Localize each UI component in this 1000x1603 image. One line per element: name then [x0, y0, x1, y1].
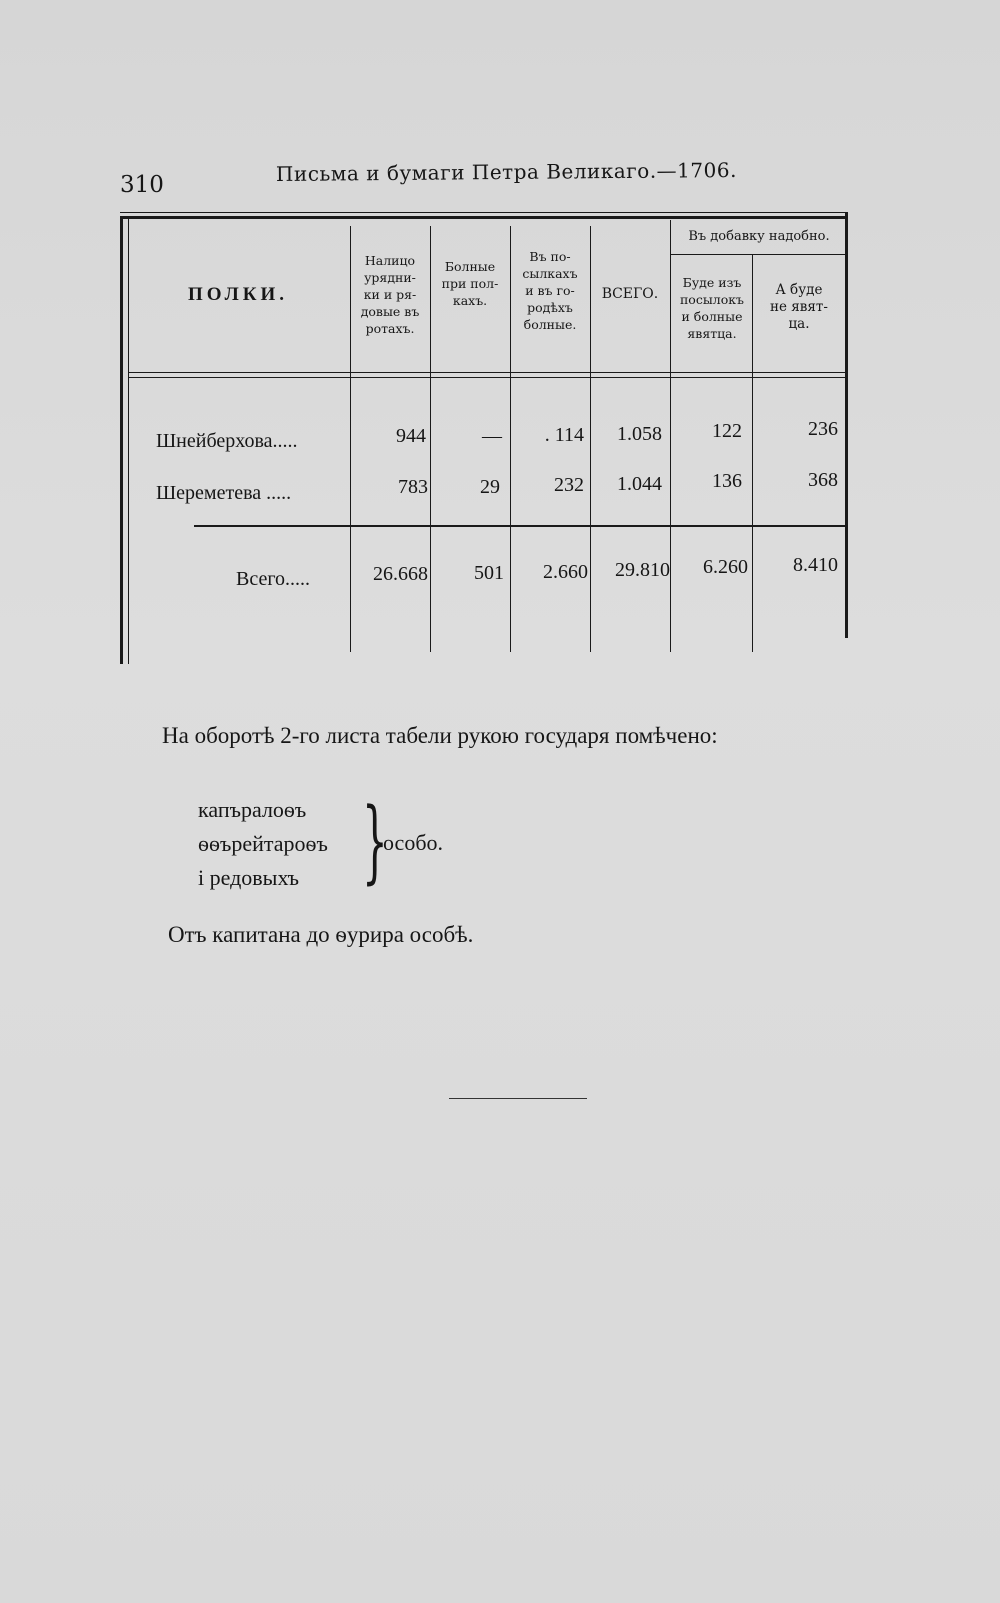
header-bolnye: Болные при пол- кахъ. — [441, 259, 499, 308]
margin-note-intro: На оборотѣ 2-го листа табели рукою государя помѣчено: — [162, 723, 718, 748]
cell-a-bude: 368 — [808, 469, 838, 491]
header-bude-iz: Буде изъ посылокъ и болные явятца. — [679, 275, 745, 341]
header-nalico: Налицо урядни- ки и ря- довые въ ротахъ. — [360, 253, 420, 336]
cell-vsego: 1.044 — [617, 473, 662, 495]
running-head — [120, 157, 737, 198]
table-right-border — [845, 212, 848, 638]
cell-nalico: 783 — [398, 476, 428, 498]
header-vsego: ВСЕГО. — [601, 286, 659, 302]
header-group-dobavku: Въ добавку надобно. — [688, 229, 830, 244]
header-bottom-rule-2 — [128, 377, 845, 378]
cell-posylkah: . 114 — [544, 424, 584, 446]
total-label: Всего..... — [236, 568, 311, 590]
table-top-border — [120, 216, 848, 219]
cell-vsego: 1.058 — [617, 423, 662, 445]
header-polki: ПОЛКИ. — [187, 284, 289, 305]
list-suffix: особо. — [383, 830, 444, 855]
col-separator — [590, 226, 591, 652]
curly-brace: } — [362, 789, 388, 894]
col-separator — [430, 226, 431, 652]
running-title: Письма и бумаги Петра Великаго.—1706. — [275, 157, 737, 186]
total-rule — [194, 525, 845, 527]
table-top-border-thin — [120, 212, 848, 213]
list-item: капъралоѳъ — [198, 797, 307, 822]
col-separator — [350, 226, 351, 652]
header-a-bude: А буде не явят- ца. — [770, 282, 828, 332]
cell-bolnye: — — [482, 425, 502, 447]
total-nalico: 26.668 — [373, 563, 428, 585]
cell-a-bude: 236 — [808, 418, 838, 440]
row-label: Шереметева ..... — [156, 482, 292, 504]
list-item: ѳѳърейтароѳъ — [198, 831, 328, 856]
total-a-bude: 8.410 — [793, 554, 838, 576]
table-left-border-inner — [128, 216, 129, 664]
col-separator — [752, 254, 753, 652]
cell-nalico: 944 — [396, 425, 426, 447]
closing-line: Отъ капитана до ѳурира особѣ. — [168, 922, 474, 947]
list-item: і редовыхъ — [198, 865, 299, 890]
page-number: 310 — [120, 172, 164, 198]
col-separator — [510, 226, 511, 652]
header-bottom-rule — [128, 372, 845, 373]
total-vsego: 29.810 — [615, 559, 670, 581]
total-bolnye: 501 — [474, 562, 504, 584]
cell-posylkah: 232 — [554, 474, 584, 496]
cell-bolnye: 29 — [480, 476, 500, 498]
group-header-rule — [670, 254, 845, 255]
regiments-table — [118, 212, 850, 664]
cell-bude-iz: 122 — [712, 420, 742, 442]
table-left-border — [120, 216, 123, 664]
total-bude-iz: 6.260 — [703, 556, 748, 578]
row-label: Шнейберхова..... — [156, 430, 298, 452]
section-end-rule — [449, 1098, 587, 1099]
total-posylkah: 2.660 — [543, 561, 588, 583]
cell-bude-iz: 136 — [712, 470, 742, 492]
header-posylkah: Въ по- сылкахъ и въ го- родѣхъ болные. — [522, 249, 578, 332]
col-separator — [670, 220, 671, 652]
